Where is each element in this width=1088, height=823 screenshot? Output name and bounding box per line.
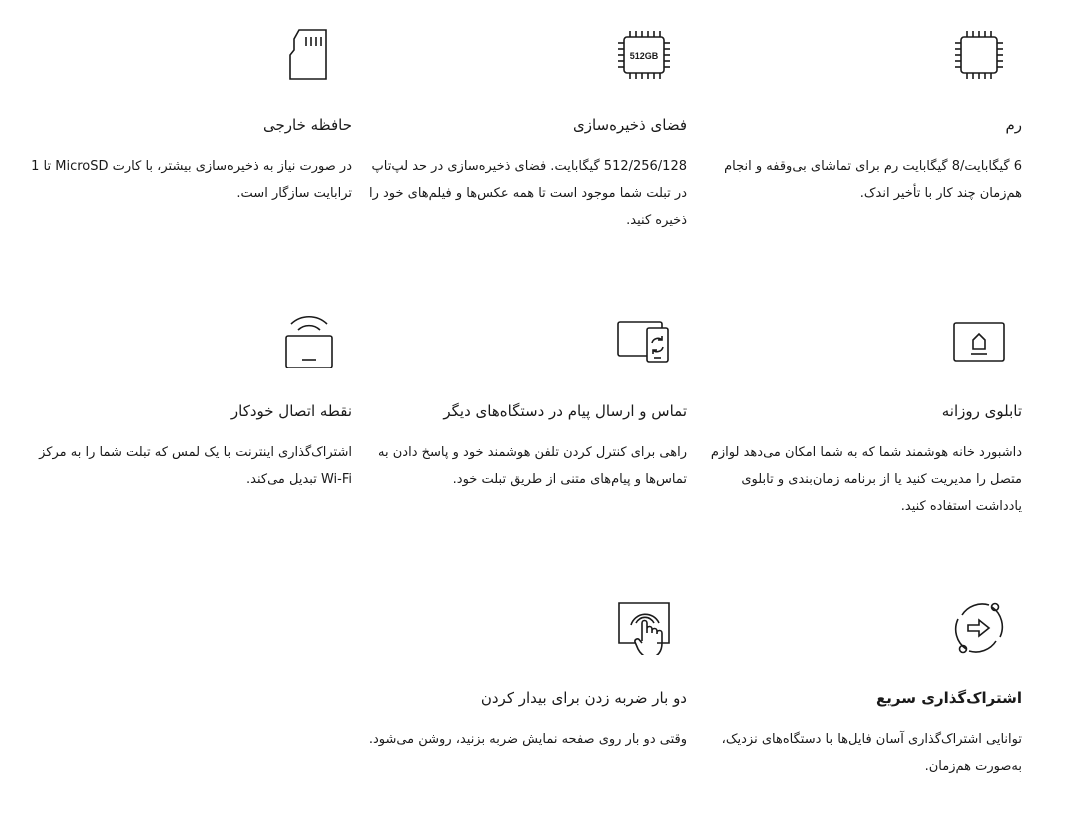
call-sync-devices-icon xyxy=(617,314,671,368)
feature-title: حافظه خارجی xyxy=(263,116,352,134)
feature-description: توانایی اشتراک‌گذاری آسان فایل‌ها با دستگاه‌های نزدیک، به‌صورت هم‌زمان. xyxy=(721,732,1022,774)
wifi-hotspot-icon xyxy=(282,314,336,368)
ram-chip-icon xyxy=(952,28,1006,82)
feature-title: فضای ذخیره‌سازی xyxy=(573,116,687,134)
feature-description: وقتی دو بار روی صفحه نمایش ضربه بزنید، روشن می‌شود. xyxy=(368,732,687,747)
feature-title: رم xyxy=(1005,116,1022,134)
feature-description: داشبورد خانه هوشمند شما که به شما امکان می‌دهد لوازم متصل را مدیریت کنید یا از برنامه زمان‌بندی و تابلوی یادداشت استفاده کنید. xyxy=(710,445,1022,514)
feature-description: 512/256/128 گیگابایت. فضای ذخیره‌سازی در حد لپ‌تاپ در تبلت شما موجود است تا همه عکس‌ها و فیلم‌های خود را ذخیره کنید. xyxy=(368,159,687,228)
feature-description: اشتراک‌گذاری اینترنت با یک لمس که تبلت شما را به مرکز Wi-Fi تبدیل می‌کند. xyxy=(39,445,352,487)
feature-title: تابلوی روزانه xyxy=(941,402,1022,420)
home-dashboard-icon xyxy=(952,314,1006,368)
feature-title: نقطه اتصال خودکار xyxy=(230,402,352,420)
feature-title: اشتراک‌گذاری سریع xyxy=(876,689,1022,707)
feature-description: 6 گیگابایت/8 گیگابایت رم برای تماشای بی‌وقفه و انجام هم‌زمان چند کار با تأخیر اندک. xyxy=(724,159,1022,201)
feature-description: راهی برای کنترل کردن تلفن هوشمند خود و پاسخ دادن به تماس‌ها و پیام‌های متنی از طریق تبلت خود. xyxy=(378,445,687,487)
feature-title: دو بار ضربه زدن برای بیدار کردن xyxy=(480,689,687,707)
double-tap-icon xyxy=(617,601,671,655)
feature-description: در صورت نیاز به ذخیره‌سازی بیشتر، با کارت MicroSD تا 1 ترابایت سازگار است. xyxy=(31,159,352,201)
storage-chip-label: 512GB xyxy=(629,51,659,61)
feature-title: تماس و ارسال پیام در دستگاه‌های دیگر xyxy=(443,402,687,420)
sd-card-icon xyxy=(282,28,336,82)
quick-share-icon xyxy=(952,601,1006,655)
storage-chip-icon xyxy=(617,28,671,82)
